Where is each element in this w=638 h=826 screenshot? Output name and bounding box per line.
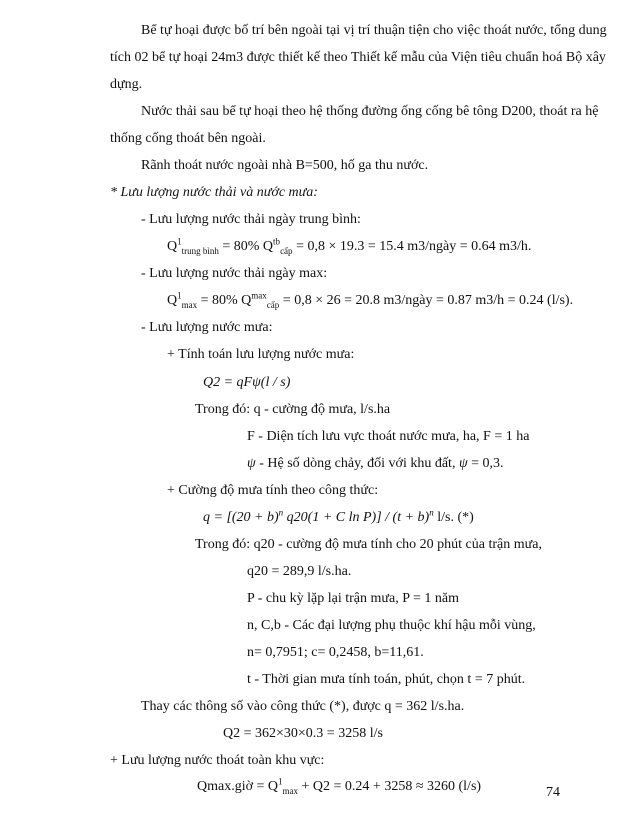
rain-flow-label: - Lưu lượng nước mưa: [141, 320, 273, 336]
avg-flow-label: - Lưu lượng nước thải ngày trung bình: [141, 212, 361, 228]
q2-result: Q2 = 362×30×0.3 = 3258 l/s [223, 726, 383, 741]
substitute-line: Thay các thông số vào công thức (*), được q = 362 l/s.ha. [141, 698, 465, 714]
total-formula: Qmax.giờ = $Q^1_{max} + Q2 = 0.24 + 3258 \approx 3260$ (l/s) [197, 776, 482, 796]
intensity-label: + Cường độ mưa tính theo công thức: [167, 482, 379, 498]
t-definition: t - Thời gian mưa tính toán, phút, chọn t = 7 phút. [247, 671, 526, 687]
ncb-definition: n, C,b - Các đại lượng phụ thuộc khí hậu mỗi vùng, [247, 617, 536, 633]
psi-symbol: ψ [247, 455, 256, 471]
q20-value: q20 = 289,9 l/s.ha. [247, 563, 352, 579]
p-definition: P - chu kỳ lặp lại trận mưa, P = 1 năm [247, 590, 459, 606]
para2-line2: thống cống thoát bên ngoài. [110, 131, 266, 147]
rain-calc-label: + Tính toán lưu lượng nước mưa: [167, 347, 355, 363]
total-label: + Lưu lượng nước thoát toàn khu vực: [110, 753, 325, 768]
max-flow-formula: $Q^1_{max} = 80\%$ $Q^{max}_{cấp} = 0,8 \times 26 = 20.8$ m3/ngày = 0.87 m3/h = 0.24 (l/s). [167, 290, 574, 311]
para1-line3: dựng. [110, 77, 143, 93]
f-definition: F - Diện tích lưu vực thoát nước mưa, ha, F = 1 ha [247, 428, 530, 444]
psi-symbol-2: ψ [458, 455, 468, 471]
intensity-where-label: Trong đó: q20 - cường độ mưa tính cho 20 phút của trận mưa, [195, 536, 542, 552]
avg-flow-formula: $Q^1_{trung bình} = 80\%$ $Q^{tb}_{cấp} = 0,8 \times 19.3 = 15.4$ m3/ngày = 0.64 m3/h. [167, 236, 532, 257]
section-heading: * Lưu lượng nước thải và nước mưa: [110, 185, 318, 201]
para1-line1: Bể tự hoại được bố trí bên ngoài tại vị trí thuận tiện cho việc thoát nước, tổng dung [141, 23, 607, 38]
psi-definition: ψ - Hệ số dòng chảy, đối với khu đất, ψ = 0,3. [247, 455, 504, 471]
max-flow-label: - Lưu lượng nước thải ngày max: [141, 266, 328, 282]
page-number: 74 [546, 785, 560, 800]
intensity-formula: $q = [(20 + b)^n$ q20(1 + C $\ln P)] / (t + b)^n$ l/s. (*) [203, 507, 474, 525]
ncb-values: n= 0,7951; c= 0,2458, b=11,61. [247, 644, 424, 660]
para1-line2: tích 02 bể tự hoại 24m3 được thiết kế theo Thiết kế mẫu của Viện tiêu chuẩn hoá Bộ xây [110, 50, 606, 65]
para3: Rãnh thoát nước ngoài nhà B=500, hố ga thu nước. [141, 158, 429, 174]
para2-line1: Nước thải sau bể tự hoại theo hệ thống đường ống cống bê tông D200, thoát ra hệ [141, 104, 599, 120]
rain-formula: Q2 = qFψ(l / s) [203, 374, 291, 390]
rain-where-label: Trong đó: q - cường độ mưa, l/s.ha [195, 401, 391, 417]
